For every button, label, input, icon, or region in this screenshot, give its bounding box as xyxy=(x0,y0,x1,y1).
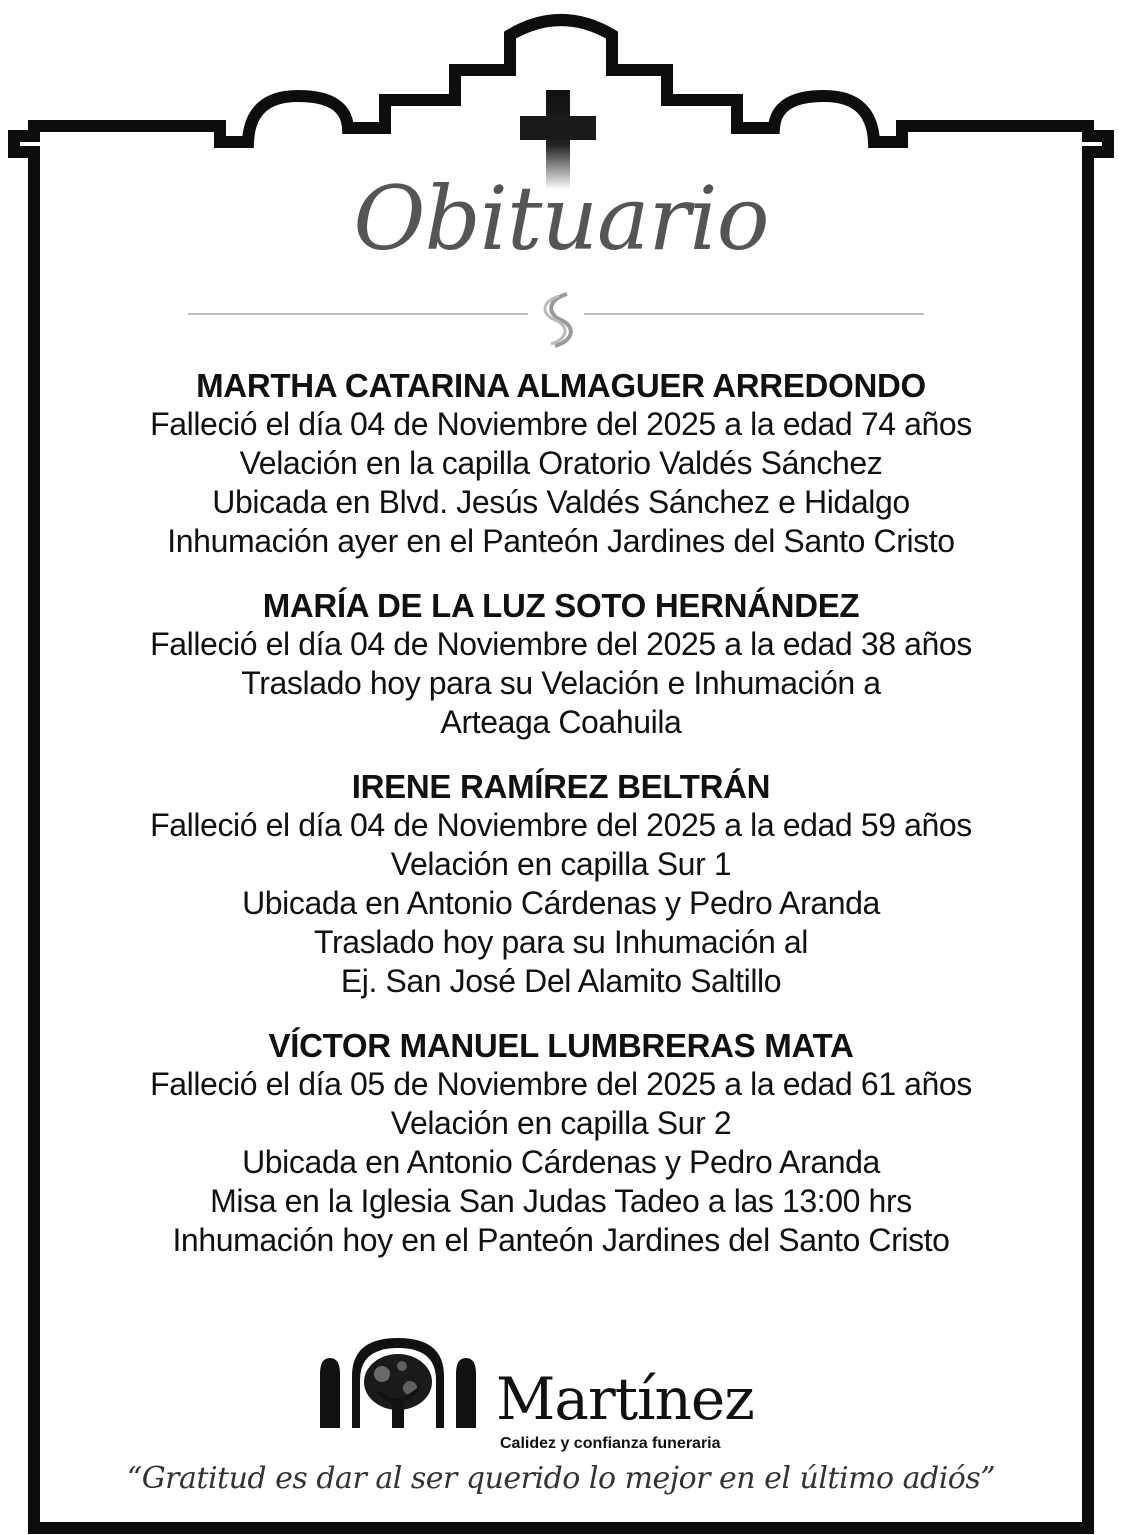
footer-quote: “Gratitud es dar al ser querido lo mejor en el último adiós” xyxy=(126,1461,996,1496)
entry-line: Ubicada en Blvd. Jesús Valdés Sánchez e Hidalgo xyxy=(212,484,910,520)
entry-line: Traslado hoy para su Inhumación al xyxy=(314,924,808,960)
deceased-name: MARÍA DE LA LUZ SOTO HERNÁNDEZ xyxy=(262,587,860,624)
page-title: Obituario xyxy=(353,167,769,270)
brand-name: Martínez xyxy=(496,1365,754,1433)
entry-line: Velación en la capilla Oratorio Valdés Sánchez xyxy=(239,445,883,481)
deceased-name: IRENE RAMÍREZ BELTRÁN xyxy=(351,768,771,805)
entry-line: Velación en capilla Sur 2 xyxy=(390,1105,732,1141)
entry-line: Ubicada en Antonio Cárdenas y Pedro Aranda xyxy=(242,885,880,921)
entry-line: Falleció el día 05 de Noviembre del 2025 a la edad 61 años xyxy=(150,1066,972,1102)
deceased-name: MARTHA CATARINA ALMAGUER ARREDONDO xyxy=(196,367,926,404)
chapel-tree-logo-icon xyxy=(318,1336,478,1428)
obituary-entry xyxy=(40,1027,1082,1260)
entry-line: Velación en capilla Sur 1 xyxy=(390,846,732,882)
brand-tagline: Calidez y confianza funeraria xyxy=(500,1435,721,1452)
obituary-list xyxy=(40,367,1082,1286)
entry-line: Falleció el día 04 de Noviembre del 2025 a la edad 74 años xyxy=(150,406,972,442)
entry-line: Traslado hoy para su Velación e Inhumación a xyxy=(241,665,881,701)
divider-left xyxy=(188,313,528,315)
entry-line: Inhumación hoy en el Panteón Jardines del Santo Cristo xyxy=(172,1222,950,1258)
obituary-entry xyxy=(40,367,1082,561)
entry-line: Falleció el día 04 de Noviembre del 2025 a la edad 38 años xyxy=(150,626,972,662)
entry-line: Ubicada en Antonio Cárdenas y Pedro Aranda xyxy=(242,1144,880,1180)
entry-line: Misa en la Iglesia San Judas Tadeo a las 13:00 hrs xyxy=(210,1183,912,1219)
entry-line: Ej. San José Del Alamito Saltillo xyxy=(340,963,782,999)
obituary-entry xyxy=(40,768,1082,1001)
obituary-entry xyxy=(40,587,1082,742)
ornament-icon xyxy=(537,290,585,350)
deceased-name: VÍCTOR MANUEL LUMBRERAS MATA xyxy=(268,1027,854,1064)
entry-line: Arteaga Coahuila xyxy=(440,704,682,740)
entry-line: Inhumación ayer en el Panteón Jardines del Santo Cristo xyxy=(167,523,955,559)
entry-line: Falleció el día 04 de Noviembre del 2025 a la edad 59 años xyxy=(150,807,972,843)
divider-right xyxy=(584,313,924,315)
